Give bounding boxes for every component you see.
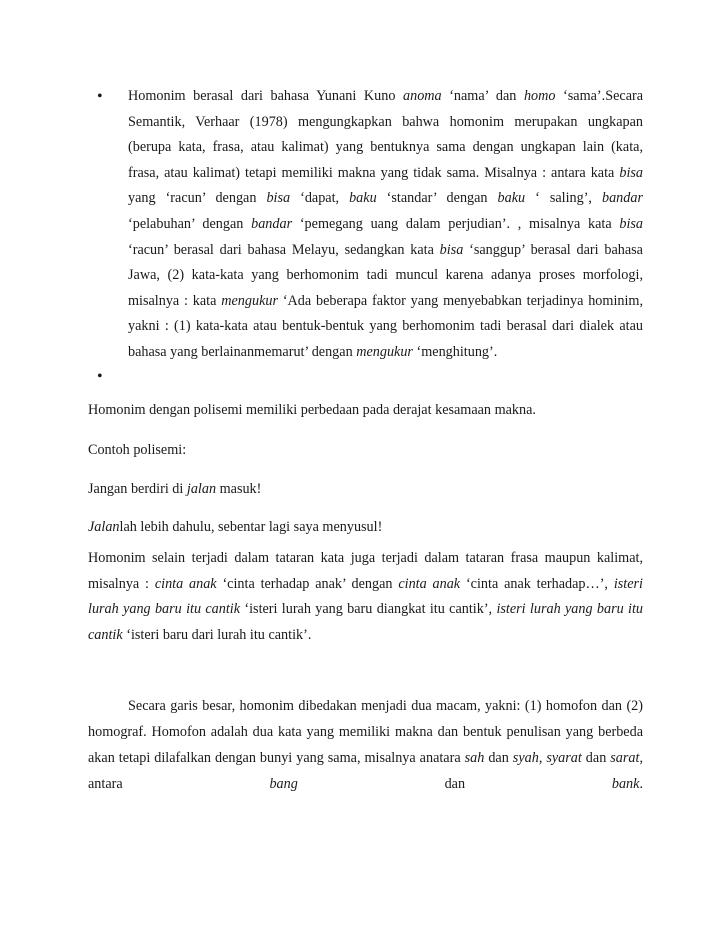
p3-line: Jangan berdiri di jalan masuk! bbox=[88, 481, 262, 497]
p5-line: misalnya : cinta anak ‘cinta terhadap anak’ dengan cinta anak ‘cinta anak terhadap…’, isteri bbox=[88, 575, 643, 592]
p5-line: cantik ‘isteri baru dari lurah itu cantik’. bbox=[88, 626, 312, 643]
p5-line: Homonim selain terjadi dalam tataran kata juga terjadi dalam tataran frasa maupun kalimat, bbox=[88, 550, 643, 566]
b1-line: frasa, atau kalimat) tetapi memiliki makna yang tidak sama. Misalnya : antara kata bisa bbox=[128, 164, 643, 181]
b1-line: misalnya : kata mengukur ‘Ada beberapa faktor yang menyebabkan terjadinya hominim, bbox=[128, 292, 643, 309]
bullet-marker: • bbox=[97, 88, 103, 105]
p5-line: lurah yang baru itu cantik ‘isteri lurah yang baru diangkat itu cantik’, isteri lurah yang baru itu bbox=[88, 601, 643, 618]
b1-line: bahasa yang berlainanmemarut’ dengan mengukur ‘menghitung’. bbox=[128, 344, 498, 360]
b1-line: yang ‘racun’ dengan bisa ‘dapat, baku ‘standar’ dengan baku ‘ saling’, bandar bbox=[128, 190, 643, 207]
b1-line: Jawa, (2) kata-kata yang berhomonim tadi muncul karena adanya proses morfologi, bbox=[128, 267, 643, 284]
p4-line: Jalanlah lebih dahulu, sebentar lagi saya menyusul! bbox=[88, 519, 383, 535]
b1-line: Homonim berasal dari bahasa Yunani Kuno anoma ‘nama’ dan homo ‘sama’.Secara bbox=[128, 88, 644, 104]
b1-line: Semantik, Verhaar (1978) mengungkapkan bahwa homonim merupakan ungkapan bbox=[128, 113, 643, 130]
bullet-marker-empty: • bbox=[97, 368, 103, 385]
p6-line: homograf. Homofon adalah dua kata yang memiliki makna dan bentuk penulisan yang berbeda bbox=[88, 724, 643, 740]
p1-line: Homonim dengan polisemi memiliki perbedaan pada derajat kesamaan makna. bbox=[88, 402, 536, 418]
b1-line: yakni : (1) kata-kata atau bentuk-bentuk yang berhomonim tadi berasal dari dialek atau bbox=[128, 318, 643, 335]
b1-line: ‘pelabuhan’ dengan bandar ‘pemegang uang dalam perjudian’. , misalnya kata bisa bbox=[128, 216, 643, 232]
p2-line: Contoh polisemi: bbox=[88, 442, 187, 458]
b1-line: (berupa kata, frasa, atau kalimat) yang bentuknya sama dengan ungkapan lain (kata, bbox=[128, 139, 643, 156]
p6-line: antara bang dan bank. bbox=[88, 776, 643, 792]
p6-line: akan tetapi dilafalkan dengan bunyi yang sama, misalnya anatara sah dan syah, syarat dan sarat, bbox=[88, 750, 643, 766]
b1-line: ‘racun’ berasal dari bahasa Melayu, sedangkan kata bisa ‘sanggup’ berasal dari bahasa bbox=[128, 241, 643, 258]
p6-line: Secara garis besar, homonim dibedakan menjadi dua macam, yakni: (1) homofon dan (2) bbox=[128, 698, 643, 714]
